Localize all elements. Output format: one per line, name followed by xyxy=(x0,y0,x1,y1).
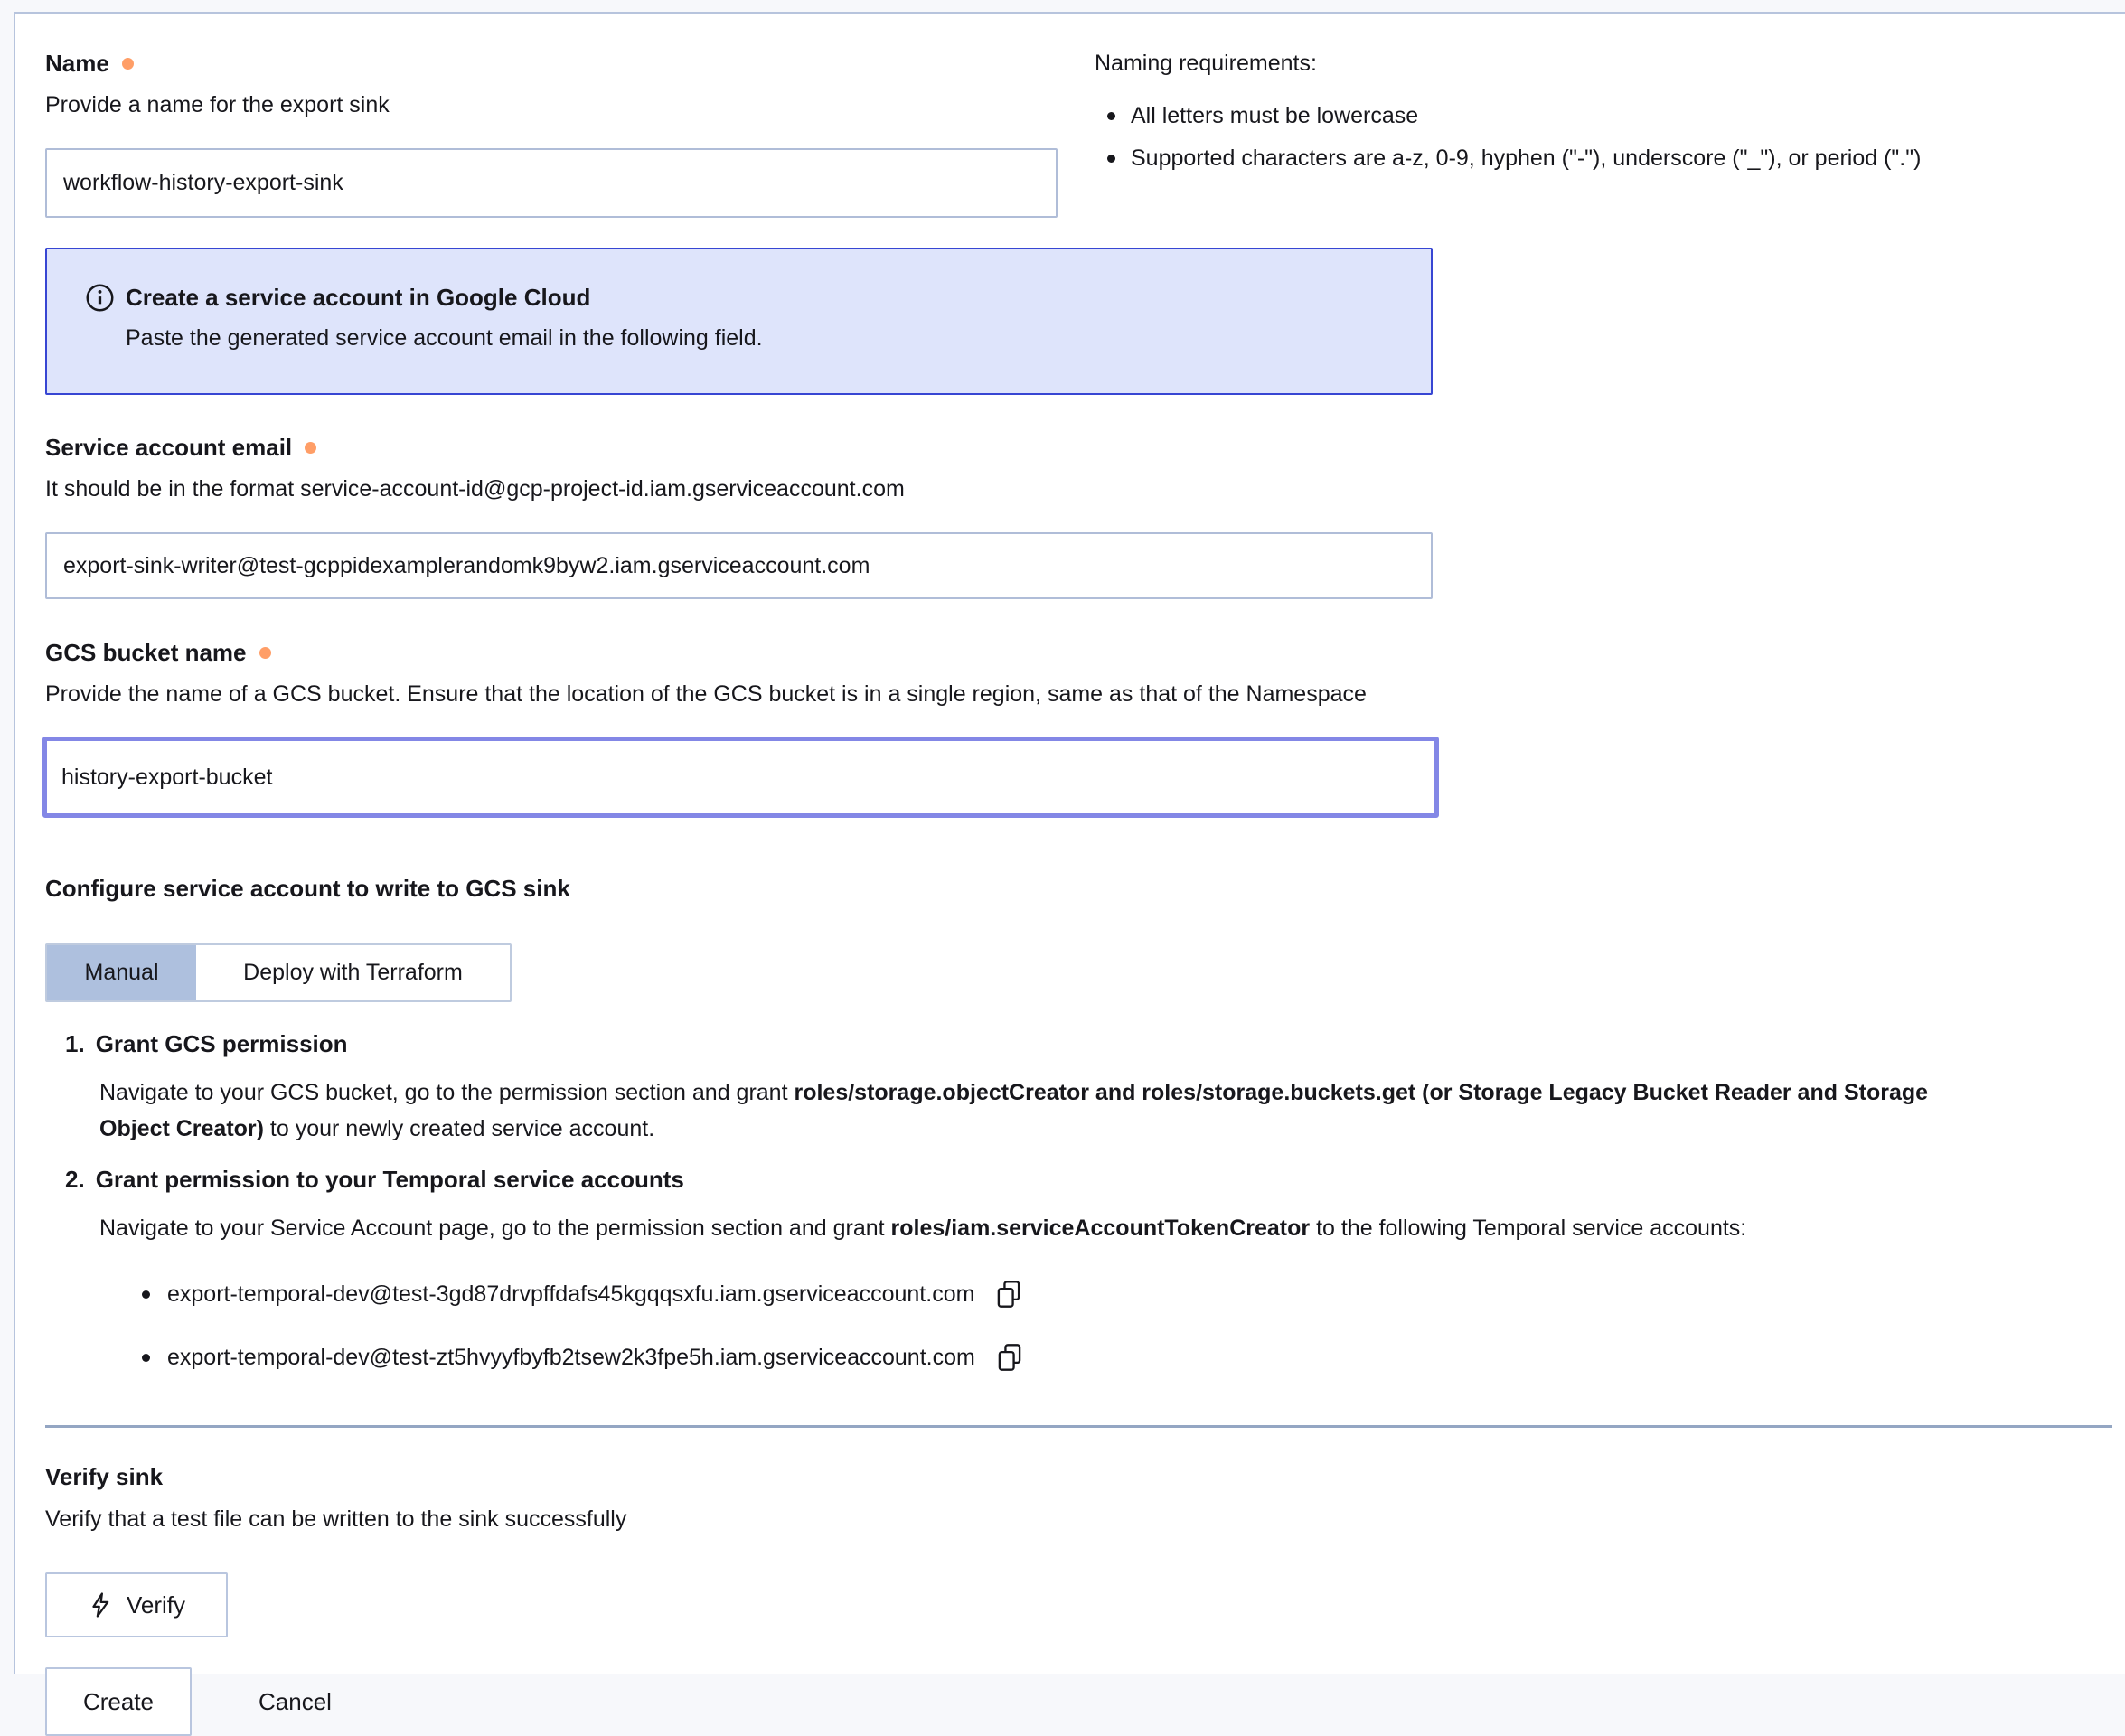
naming-requirement-item: Supported characters are a-z, 0-9, hyphen ("-"), underscore ("_"), or period (".") xyxy=(1105,137,2107,180)
tab-deploy-with-terraform[interactable] xyxy=(196,945,510,1000)
name-input[interactable] xyxy=(45,148,1058,218)
gcs-bucket-label: GCS bucket name xyxy=(45,639,247,666)
step-1-body-suffix: to your newly created service account. xyxy=(263,1116,655,1141)
name-label: Name xyxy=(45,50,109,77)
step-1-body-bold: roles/storage.objectCreator and roles/storage.buckets.get (or Storage Legacy Bucket Reader and Storage Object Creator) xyxy=(99,1080,1929,1141)
step-2-body-suffix: to the following Temporal service accounts: xyxy=(1310,1215,1747,1241)
naming-requirement-item: All letters must be lowercase xyxy=(1105,95,2107,137)
step-1-body-prefix: Navigate to your GCS bucket, go to the permission section and grant xyxy=(99,1080,795,1105)
step-2-body-prefix: Navigate to your Service Account page, go to the permission section and grant xyxy=(99,1215,891,1241)
create-button[interactable] xyxy=(45,1667,192,1736)
info-banner-header xyxy=(85,282,1404,313)
bullet-icon xyxy=(142,1290,150,1299)
naming-requirements-title: Naming requirements: xyxy=(1095,51,1317,76)
info-banner-title: Create a service account in Google Cloud xyxy=(126,284,591,311)
info-banner-body: Paste the generated service account email in the following field. xyxy=(126,325,763,351)
name-and-requirements-row xyxy=(45,50,2125,218)
lightning-bolt-icon xyxy=(88,1591,113,1619)
step-2-body xyxy=(99,1210,1998,1246)
step-2-body-bold: roles/iam.serviceAccountTokenCreator xyxy=(890,1215,1311,1241)
copy-button[interactable] xyxy=(994,1279,1023,1309)
export-sink-form-panel xyxy=(14,12,2125,1715)
naming-requirements xyxy=(1095,50,2125,180)
list-item xyxy=(45,1337,2125,1378)
required-dot-icon xyxy=(305,442,316,454)
temporal-service-account-email: export-temporal-dev@test-zt5hvyyfbyfb2tsew2k3fpe5h.iam.gserviceaccount.com xyxy=(167,1344,975,1370)
step-2-number: 2. xyxy=(65,1166,85,1193)
step-1-body xyxy=(99,1074,1998,1147)
name-label-row xyxy=(45,50,1058,77)
copy-icon xyxy=(995,1342,1024,1373)
service-account-email-input[interactable] xyxy=(45,532,1433,599)
form-actions xyxy=(45,1667,2125,1736)
step-2-title: Grant permission to your Temporal service accounts xyxy=(95,1166,684,1193)
manual-instructions xyxy=(45,1029,2125,1378)
service-account-help-text: It should be in the format service-account-id@gcp-project-id.iam.gserviceaccount.com xyxy=(45,476,905,502)
cancel-button[interactable] xyxy=(231,1667,359,1736)
verify-sink-help: Verify that a test file can be written to the sink successfully xyxy=(45,1506,627,1532)
gcs-bucket-input[interactable] xyxy=(42,737,1439,818)
service-account-label: Service account email xyxy=(45,434,293,461)
gcs-bucket-label-row xyxy=(45,639,2125,666)
naming-requirements-list xyxy=(1095,95,2107,180)
section-divider xyxy=(45,1425,2112,1428)
gcs-bucket-help-text: Provide the name of a GCS bucket. Ensure that the location of the GCS bucket is in a single region, same as that of the Namespace xyxy=(45,681,1367,707)
step-1-title: Grant GCS permission xyxy=(95,1030,348,1057)
bullet-icon xyxy=(142,1354,150,1362)
verify-button-label: Verify xyxy=(126,1591,186,1619)
tab-deploy-with-terraform-label: Deploy with Terraform xyxy=(243,960,463,985)
step-2-title-row xyxy=(45,1165,2125,1194)
step-1-title-row xyxy=(45,1029,2125,1058)
tab-manual[interactable] xyxy=(47,945,196,1000)
service-account-label-row xyxy=(45,434,2125,461)
required-dot-icon xyxy=(259,647,271,659)
cancel-button-label: Cancel xyxy=(259,1687,332,1715)
info-icon xyxy=(85,283,115,313)
configure-section-title: Configure service account to write to GCS sink xyxy=(45,875,570,902)
temporal-service-account-list xyxy=(45,1273,2125,1378)
create-button-label: Create xyxy=(82,1687,155,1715)
list-item xyxy=(45,1273,2125,1315)
tab-manual-label: Manual xyxy=(84,960,159,985)
temporal-service-account-email: export-temporal-dev@test-3gd87drvpffdafs45kgqqsxfu.iam.gserviceaccount.com xyxy=(167,1281,975,1307)
name-help-text: Provide a name for the export sink xyxy=(45,92,390,117)
verify-button[interactable] xyxy=(45,1572,228,1637)
configure-method-tabs xyxy=(45,943,512,1002)
copy-icon xyxy=(994,1279,1023,1309)
name-field-group xyxy=(45,50,1058,218)
service-account-info-banner xyxy=(45,248,1433,395)
step-1-number: 1. xyxy=(65,1030,85,1057)
copy-button[interactable] xyxy=(995,1342,1024,1373)
required-dot-icon xyxy=(122,58,134,70)
verify-sink-title: Verify sink xyxy=(45,1463,164,1490)
